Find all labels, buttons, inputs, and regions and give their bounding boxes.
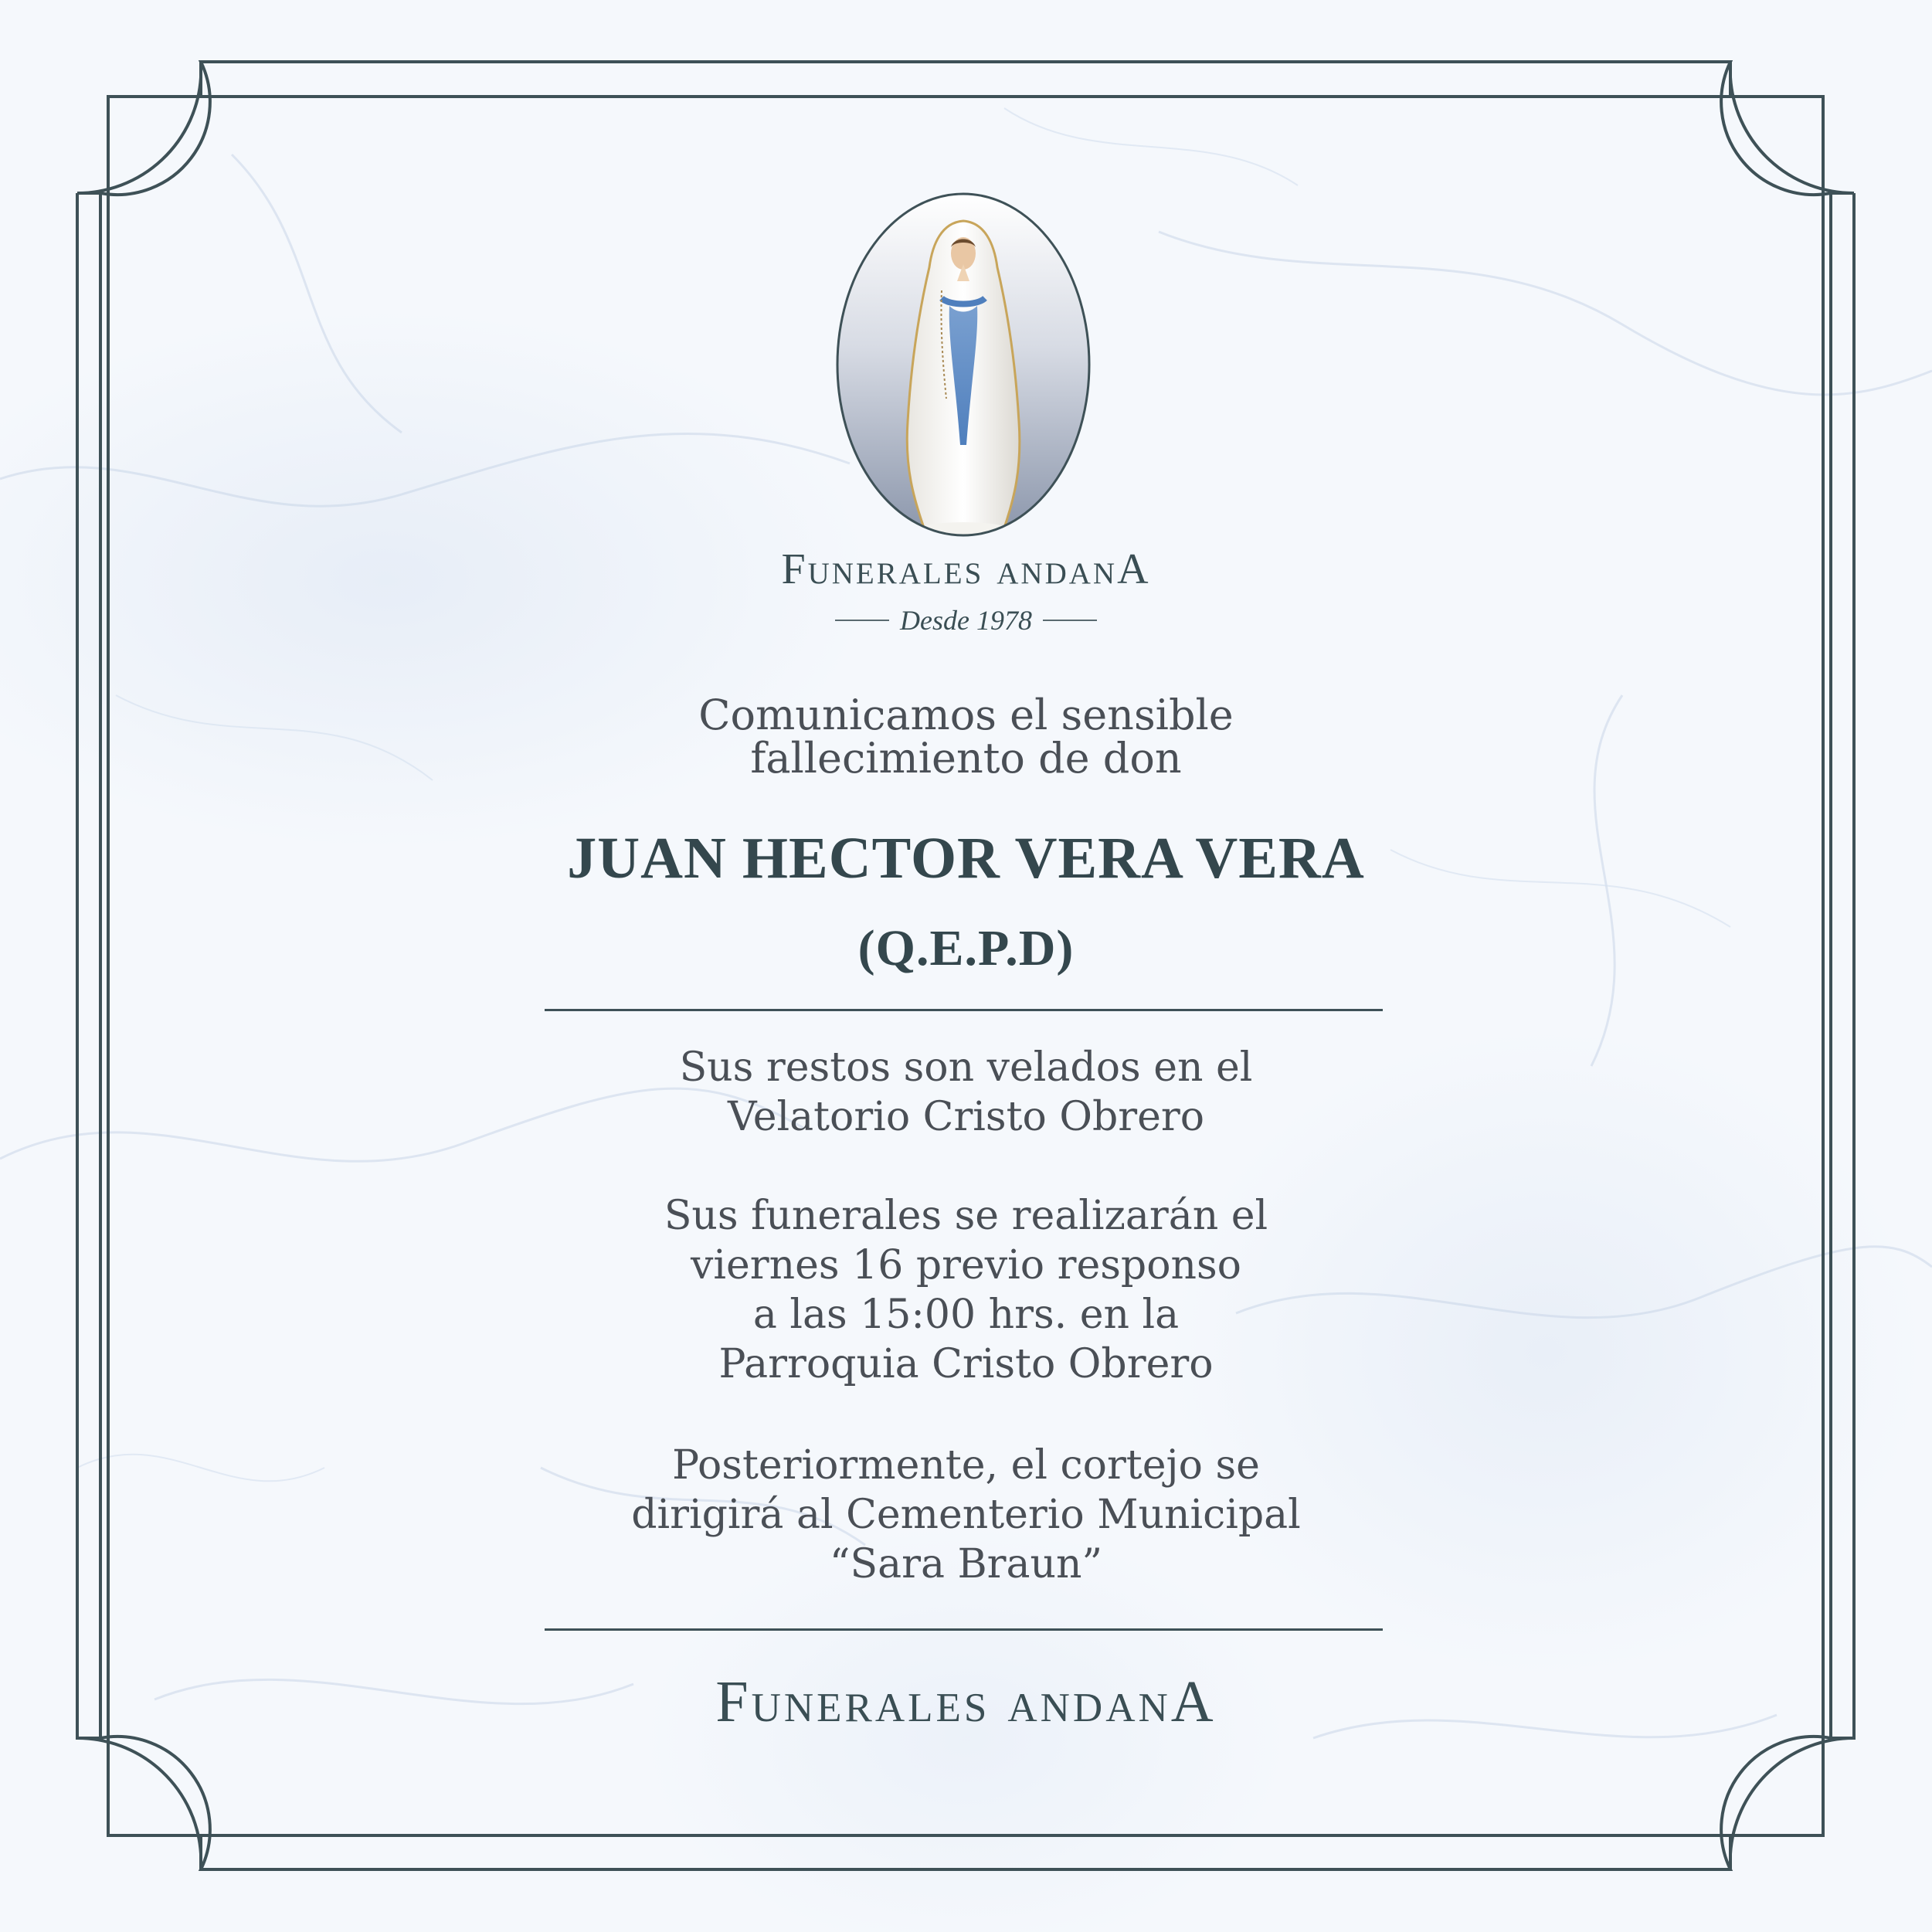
procession-text [0, 1441, 1932, 1589]
brand-tagline: Desde 1978 [900, 605, 1032, 636]
divider-bottom [545, 1628, 1383, 1631]
funeral-line: Parroquia Cristo Obrero [718, 1341, 1214, 1387]
wake-line: Velatorio Cristo Obrero [727, 1094, 1205, 1140]
brand-tagline-row [0, 601, 1932, 640]
funeral-line: a las 15:00 hrs. en la [752, 1292, 1180, 1338]
funeral-line: viernes 16 previo responso [691, 1242, 1241, 1289]
procession-line: Posteriormente, el cortejo se [672, 1442, 1260, 1489]
deceased-name: JUAN HECTOR VERA VERA [567, 826, 1365, 891]
tagline-rule-left [835, 620, 889, 621]
virgin-mary-statue-icon [834, 190, 1093, 539]
procession-line: “Sara Braun” [829, 1541, 1103, 1587]
brand-name: Funerales andanA [781, 545, 1151, 593]
procession-line: dirigirá al Cementerio Municipal [631, 1492, 1301, 1538]
intro-line: Comunicamos el sensible [698, 691, 1234, 739]
wake-text [0, 1043, 1932, 1142]
intro-line: fallecimiento de don [750, 734, 1182, 783]
funeral-text [0, 1191, 1932, 1389]
wake-line: Sus restos son velados en el [679, 1044, 1253, 1091]
qepd-label: (Q.E.P.D) [857, 920, 1075, 976]
footer-brand-name: Funerales andanA [715, 1669, 1217, 1734]
intro-text [0, 691, 1932, 783]
funeral-line: Sus funerales se realizarán el [664, 1193, 1268, 1239]
divider-top [545, 1009, 1383, 1011]
tagline-rule-right [1043, 620, 1097, 621]
